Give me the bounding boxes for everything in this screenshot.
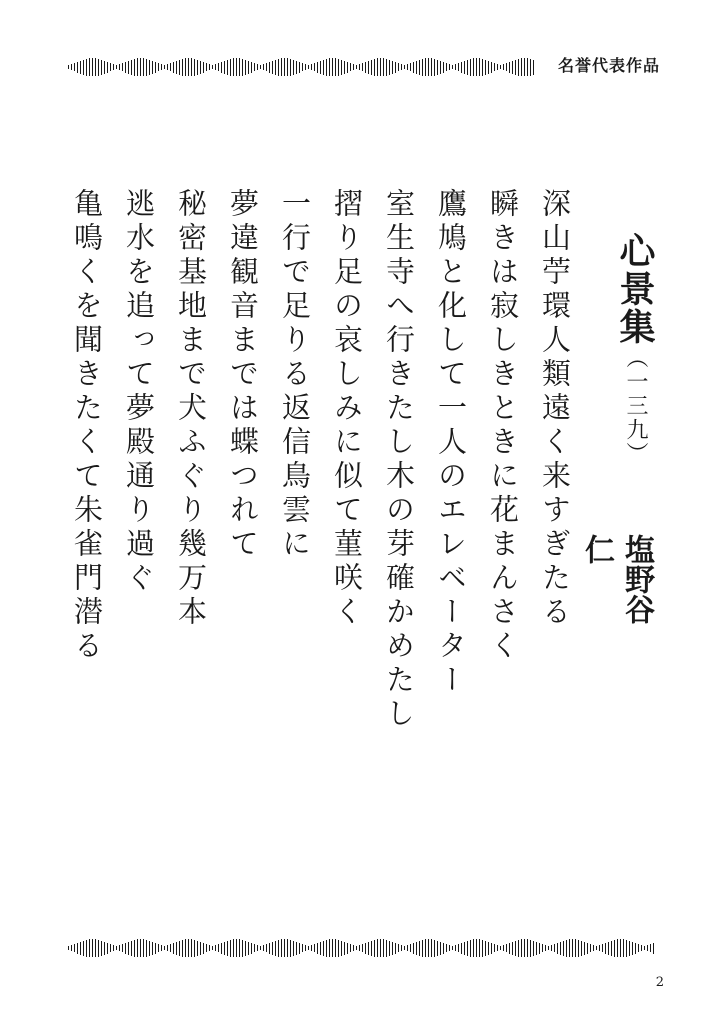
footer-decorative-line: [68, 938, 654, 958]
haiku-3: 鷹鳩と化して一人のエレベーター: [434, 188, 468, 698]
haiku-1: 深山苧環人類遠く来すぎたる: [538, 188, 572, 630]
haiku-2: 瞬きは寂しきときに花まんさく: [486, 188, 520, 664]
page-number: 2: [655, 975, 664, 990]
haiku-4: 室生寺へ行きたし木の芽確かめたし: [382, 188, 416, 732]
haiku-10: 亀鳴くを聞きたくて朱雀門潜る: [70, 188, 104, 664]
author-family-name: 塩野谷: [619, 534, 654, 624]
title-text: 心景集: [614, 232, 656, 346]
haiku-8: 秘密基地まで犬ふぐり幾万本: [174, 188, 208, 630]
haiku-6: 一行で足りる返信鳥雲に: [278, 188, 312, 562]
haiku-7: 夢違観音までは蝶つれて: [226, 188, 260, 562]
title-number: （一三九）: [623, 346, 648, 466]
author-given-name: 仁: [579, 534, 614, 564]
author-name: [579, 534, 656, 624]
header-decorative-line: [68, 57, 534, 77]
section-label: 名誉代表作品: [557, 56, 660, 75]
haiku-5: 摺り足の哀しみに似て菫咲く: [330, 188, 364, 630]
haiku-9: 逃水を追って夢殿通り過ぐ: [122, 188, 156, 596]
work-title: [612, 232, 658, 466]
